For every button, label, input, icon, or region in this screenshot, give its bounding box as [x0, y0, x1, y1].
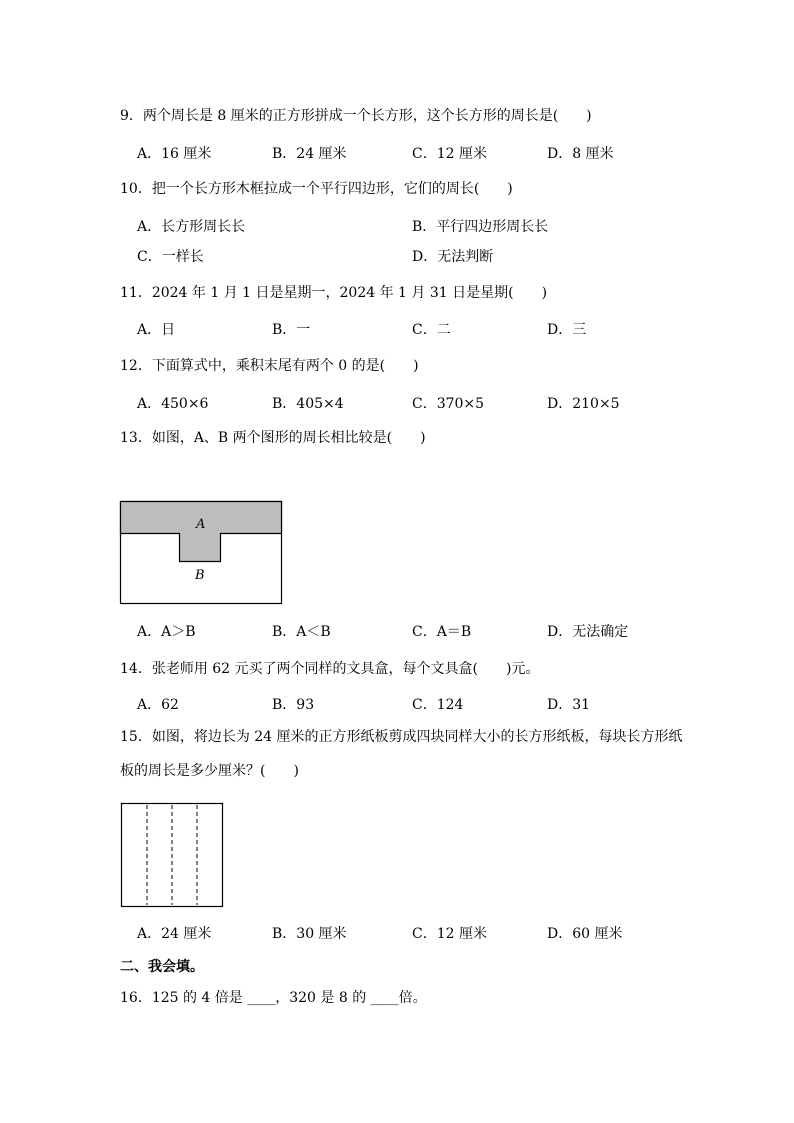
q13-label-b: B: [195, 568, 205, 583]
q15-figure: [119, 801, 225, 909]
q11-option-d[interactable]: D．三: [547, 322, 587, 338]
q13-label-a: A: [196, 517, 206, 532]
question-15-stem-line2: 板的周长是多少厘米？( ): [120, 763, 299, 779]
q11-option-a[interactable]: A．日: [137, 322, 176, 338]
q9-option-b[interactable]: B．24 厘米: [272, 146, 347, 162]
q11-option-b[interactable]: B．一: [272, 322, 311, 338]
question-12-stem: 12．下面算式中，乘积末尾有两个 0 的是( ): [120, 358, 419, 374]
q14-option-b[interactable]: B．93: [272, 697, 315, 713]
question-13-stem: 13．如图，A、B 两个图形的周长相比较是( ): [120, 430, 426, 446]
q12-option-d[interactable]: D．210×5: [547, 396, 620, 412]
q10-option-b[interactable]: B．平行四边形周长长: [412, 219, 549, 235]
q9-option-a[interactable]: A．16 厘米: [137, 146, 212, 162]
q10-option-d[interactable]: D．无法判断: [412, 249, 494, 265]
q9-option-c[interactable]: C．12 厘米: [412, 146, 487, 162]
q13-option-a[interactable]: A．A＞B: [137, 624, 196, 640]
q12-option-c[interactable]: C．370×5: [412, 396, 485, 412]
q14-option-a[interactable]: A．62: [137, 697, 179, 713]
q9-option-d[interactable]: D．8 厘米: [547, 146, 614, 162]
q15-option-b[interactable]: B．30 厘米: [272, 926, 347, 942]
q15-option-a[interactable]: A．24 厘米: [137, 926, 212, 942]
q13-option-c[interactable]: C．A＝B: [412, 624, 472, 640]
q11-option-c[interactable]: C．二: [412, 322, 451, 338]
q13-option-b[interactable]: B．A＜B: [272, 624, 331, 640]
question-11-stem: 11．2024 年 1 月 1 日是星期一，2024 年 1 月 31 日是星期( ): [120, 285, 548, 301]
q12-option-b[interactable]: B．405×4: [272, 396, 344, 412]
q12-option-a[interactable]: A．450×6: [137, 396, 209, 412]
q13-option-d[interactable]: D．无法确定: [547, 624, 629, 640]
question-16-stem: 16．125 的 4 倍是 ____，320 是 8 的 ____倍。: [120, 990, 427, 1006]
question-9-stem: 9．两个周长是 8 厘米的正方形拼成一个长方形，这个长方形的周长是( ): [120, 108, 592, 124]
q15-option-c[interactable]: C．12 厘米: [412, 926, 487, 942]
q13-figure: [118, 498, 286, 608]
section-two-heading: 二、我会填。: [120, 959, 204, 975]
question-10-stem: 10．把一个长方形木框拉成一个平行四边形，它们的周长( ): [120, 181, 513, 197]
question-14-stem: 14．张老师用 62 元买了两个同样的文具盒，每个文具盒( )元。: [120, 661, 540, 677]
q10-option-a[interactable]: A．长方形周长长: [137, 219, 246, 235]
question-15-stem-line1: 15．如图，将边长为 24 厘米的正方形纸板剪成四块同样大小的长方形纸板，每块长方形纸: [120, 729, 683, 745]
q15-option-d[interactable]: D．60 厘米: [547, 926, 623, 942]
q14-option-c[interactable]: C．124: [412, 697, 464, 713]
q10-option-c[interactable]: C．一样长: [137, 249, 204, 265]
q14-option-d[interactable]: D．31: [547, 697, 591, 713]
